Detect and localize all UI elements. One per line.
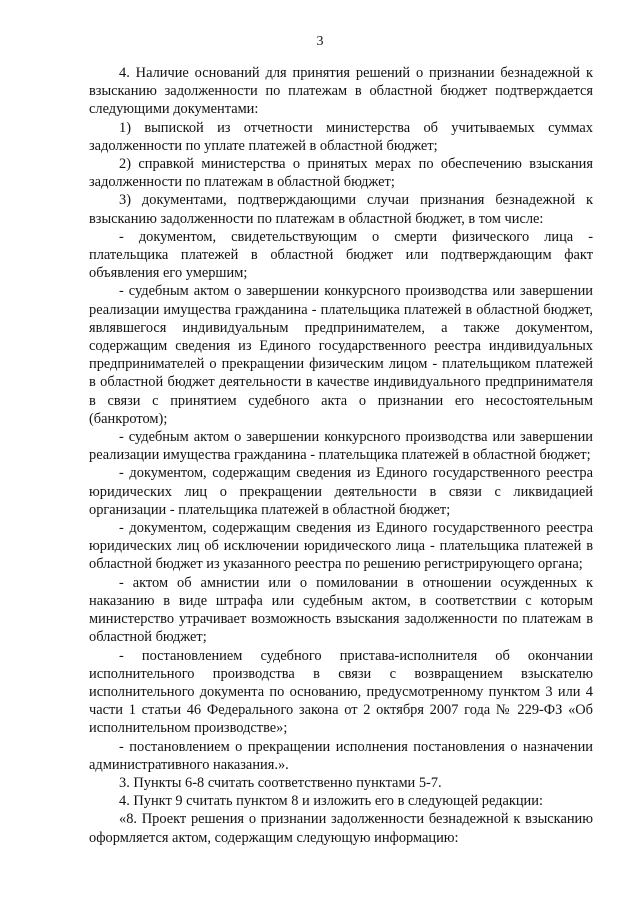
paragraph-item-4: 4. Пункт 9 считать пунктом 8 и изложить его в следующей редакции: xyxy=(119,793,543,810)
paragraph-list-2: 2) справкой министерства о принятых мерах по обеспечению взыскания задолженности по платежам в областной бюджет; xyxy=(89,156,593,191)
paragraph-item-4-intro: 4. Наличие оснований для принятия решений о признании безнадежной к взысканию задолженности по платежам в областной бюджет подтверждается следующими документами: xyxy=(89,65,593,118)
paragraph-dash-entrepreneur: - судебным актом о завершении конкурсного производства или завершении реализации имущества гражданина - плательщика платежей в областной бюджет, являвшегося индивидуальным предпринимателем, а также документом, содержащим сведения из Единого государственного реестра индивидуальных предпринимателей о прекращении физическим лицом - плательщиком платежей в областной бюджет деятельности в качестве индивидуального предпринимателя в связи с принятием судебного акта о признании его несостоятельным (банкротом); xyxy=(89,283,593,427)
paragraph-item-8: «8. Проект решения о признании задолженности безнадежной к взысканию оформляется актом, содержащим следующую информацию: xyxy=(89,811,593,846)
paragraph-dash-liquidation: - документом, содержащим сведения из Единого государственного реестра юридических лиц о прекращении деятельности в связи с ликвидацией организации - плательщика платежей в областной бюджет; xyxy=(89,465,593,518)
paragraph-dash-bankruptcy: - судебным актом о завершении конкурсного производства или завершении реализации имущества гражданина - плательщика платежей в областной бюджет; xyxy=(89,429,593,464)
paragraph-list-1: 1) выпиской из отчетности министерства об учитываемых суммах задолженности по уплате платежей в областной бюджет; xyxy=(89,119,593,154)
paragraph-dash-bailiff: - постановлением судебного пристава-исполнителя об окончании исполнительного производства в связи с возвращением взыскателю исполнительного документа по основанию, предусмотренному пунктом 3 или 4 части 1 статьи 46 Федерального закона от 2 октября 2007 года № 229-ФЗ «Об исполнительном производстве»; xyxy=(89,647,593,737)
paragraph-dash-amnesty: - актом об амнистии или о помиловании в отношении осужденных к наказанию в виде штрафа или судебным актом, в соответствии с которым министерство утрачивает возможность взыскания задолженности по платежам в областной бюджет; xyxy=(89,574,593,646)
document-body xyxy=(89,64,593,847)
paragraph-item-3: 3. Пункты 6-8 считать соответственно пунктами 5-7. xyxy=(119,774,442,791)
paragraph-dash-exclusion: - документом, содержащим сведения из Единого государственного реестра юридических лиц об исключении юридического лица - плательщика платежей в областной бюджет из указанного реестра по решению регистрирующего органа; xyxy=(89,520,593,573)
paragraph-dash-death: - документом, свидетельствующим о смерти физического лица - плательщика платежей в областной бюджет или подтверждающим факт объявления его умершим; xyxy=(89,228,593,282)
paragraph-dash-administrative: - постановлением о прекращении исполнения постановления о назначении административного наказания.». xyxy=(89,738,593,773)
page-number: 3 xyxy=(316,34,324,49)
paragraph-list-3: 3) документами, подтверждающими случаи признания безнадежной к взысканию задолженности по платежам в областной бюджет, в том числе: xyxy=(89,192,593,227)
